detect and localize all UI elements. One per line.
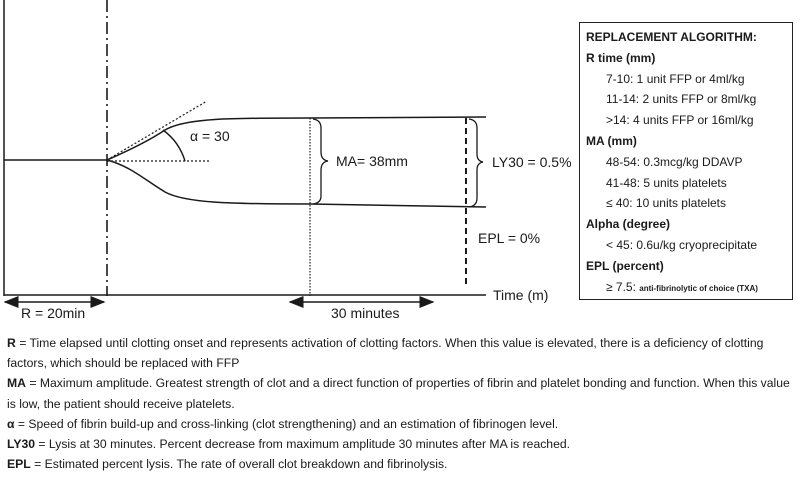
algorithm-item: 11-14: 2 units FFP or 8ml/kg [606, 92, 757, 107]
legend-item-ma: MA = Maximum amplitude. Greatest strength of clot and a direct function of properties of fibrin and platelet bonding and function. When this value is low, the patient should receive platelets. [7, 376, 790, 411]
teg-tracing-diagram [0, 0, 575, 330]
thirty-min-label: 30 minutes [331, 305, 400, 321]
lower-curve [107, 160, 486, 207]
ly30-brace [469, 119, 483, 207]
ma-label: MA= 38mm [336, 153, 408, 169]
algorithm-item: >14: 4 units FFP or 16ml/kg [606, 113, 754, 128]
algorithm-item: < 45: 0.6u/kg cryoprecipitate [606, 237, 758, 252]
section-heading-alpha: Alpha (degree) [586, 217, 671, 232]
legend-item-epl: EPL = Estimated percent lysis. The rate of overall clot breakdown and fibrinolysis. [7, 457, 448, 472]
section-heading-epl: EPL (percent) [586, 258, 664, 273]
legend-item-r: R = Time elapsed until clotting onset and represents activation of clotting factors. When this value is elevated, there is a deficiency of clotting factors, which should be replaced with FFP [7, 336, 764, 371]
r-label: R = 20min [21, 305, 86, 321]
replacement-algorithm-box [579, 22, 793, 300]
epl-threshold: ≥ 7.5: [606, 279, 640, 294]
upper-curve [107, 117, 486, 160]
legend-item-alpha: α = Speed of fibrin build-up and cross-linking (clot strengthening) and an estimation of fibrinogen level. [7, 416, 559, 431]
time-axis-label: Time (m) [493, 287, 549, 303]
definitions-legend [7, 333, 797, 474]
epl-treatment: anti-fibrinolytic of choice (TXA) [639, 283, 758, 293]
algorithm-item: 41-48: 5 units platelets [606, 175, 727, 190]
legend-item-ly30: LY30 = Lysis at 30 minutes. Percent decrease from maximum amplitude 30 minutes after MA is reached. [7, 437, 571, 452]
algorithm-title: REPLACEMENT ALGORITHM: [586, 30, 757, 44]
section-heading-r: R time (mm) [586, 50, 656, 65]
ma-brace [313, 119, 328, 204]
algorithm-item: 7-10: 1 unit FFP or 4ml/kg [606, 71, 745, 86]
ly30-label: LY30 = 0.5% [492, 154, 572, 170]
alpha-arc [163, 130, 185, 161]
section-heading-ma: MA (mm) [586, 133, 637, 148]
alpha-label: α = 30 [190, 128, 230, 144]
algorithm-item: 48-54: 0.3mcg/kg DDAVP [606, 154, 743, 169]
epl-label: EPL = 0% [478, 230, 541, 246]
algorithm-item [586, 277, 792, 300]
algorithm-item: ≤ 40: 10 units platelets [606, 196, 726, 211]
